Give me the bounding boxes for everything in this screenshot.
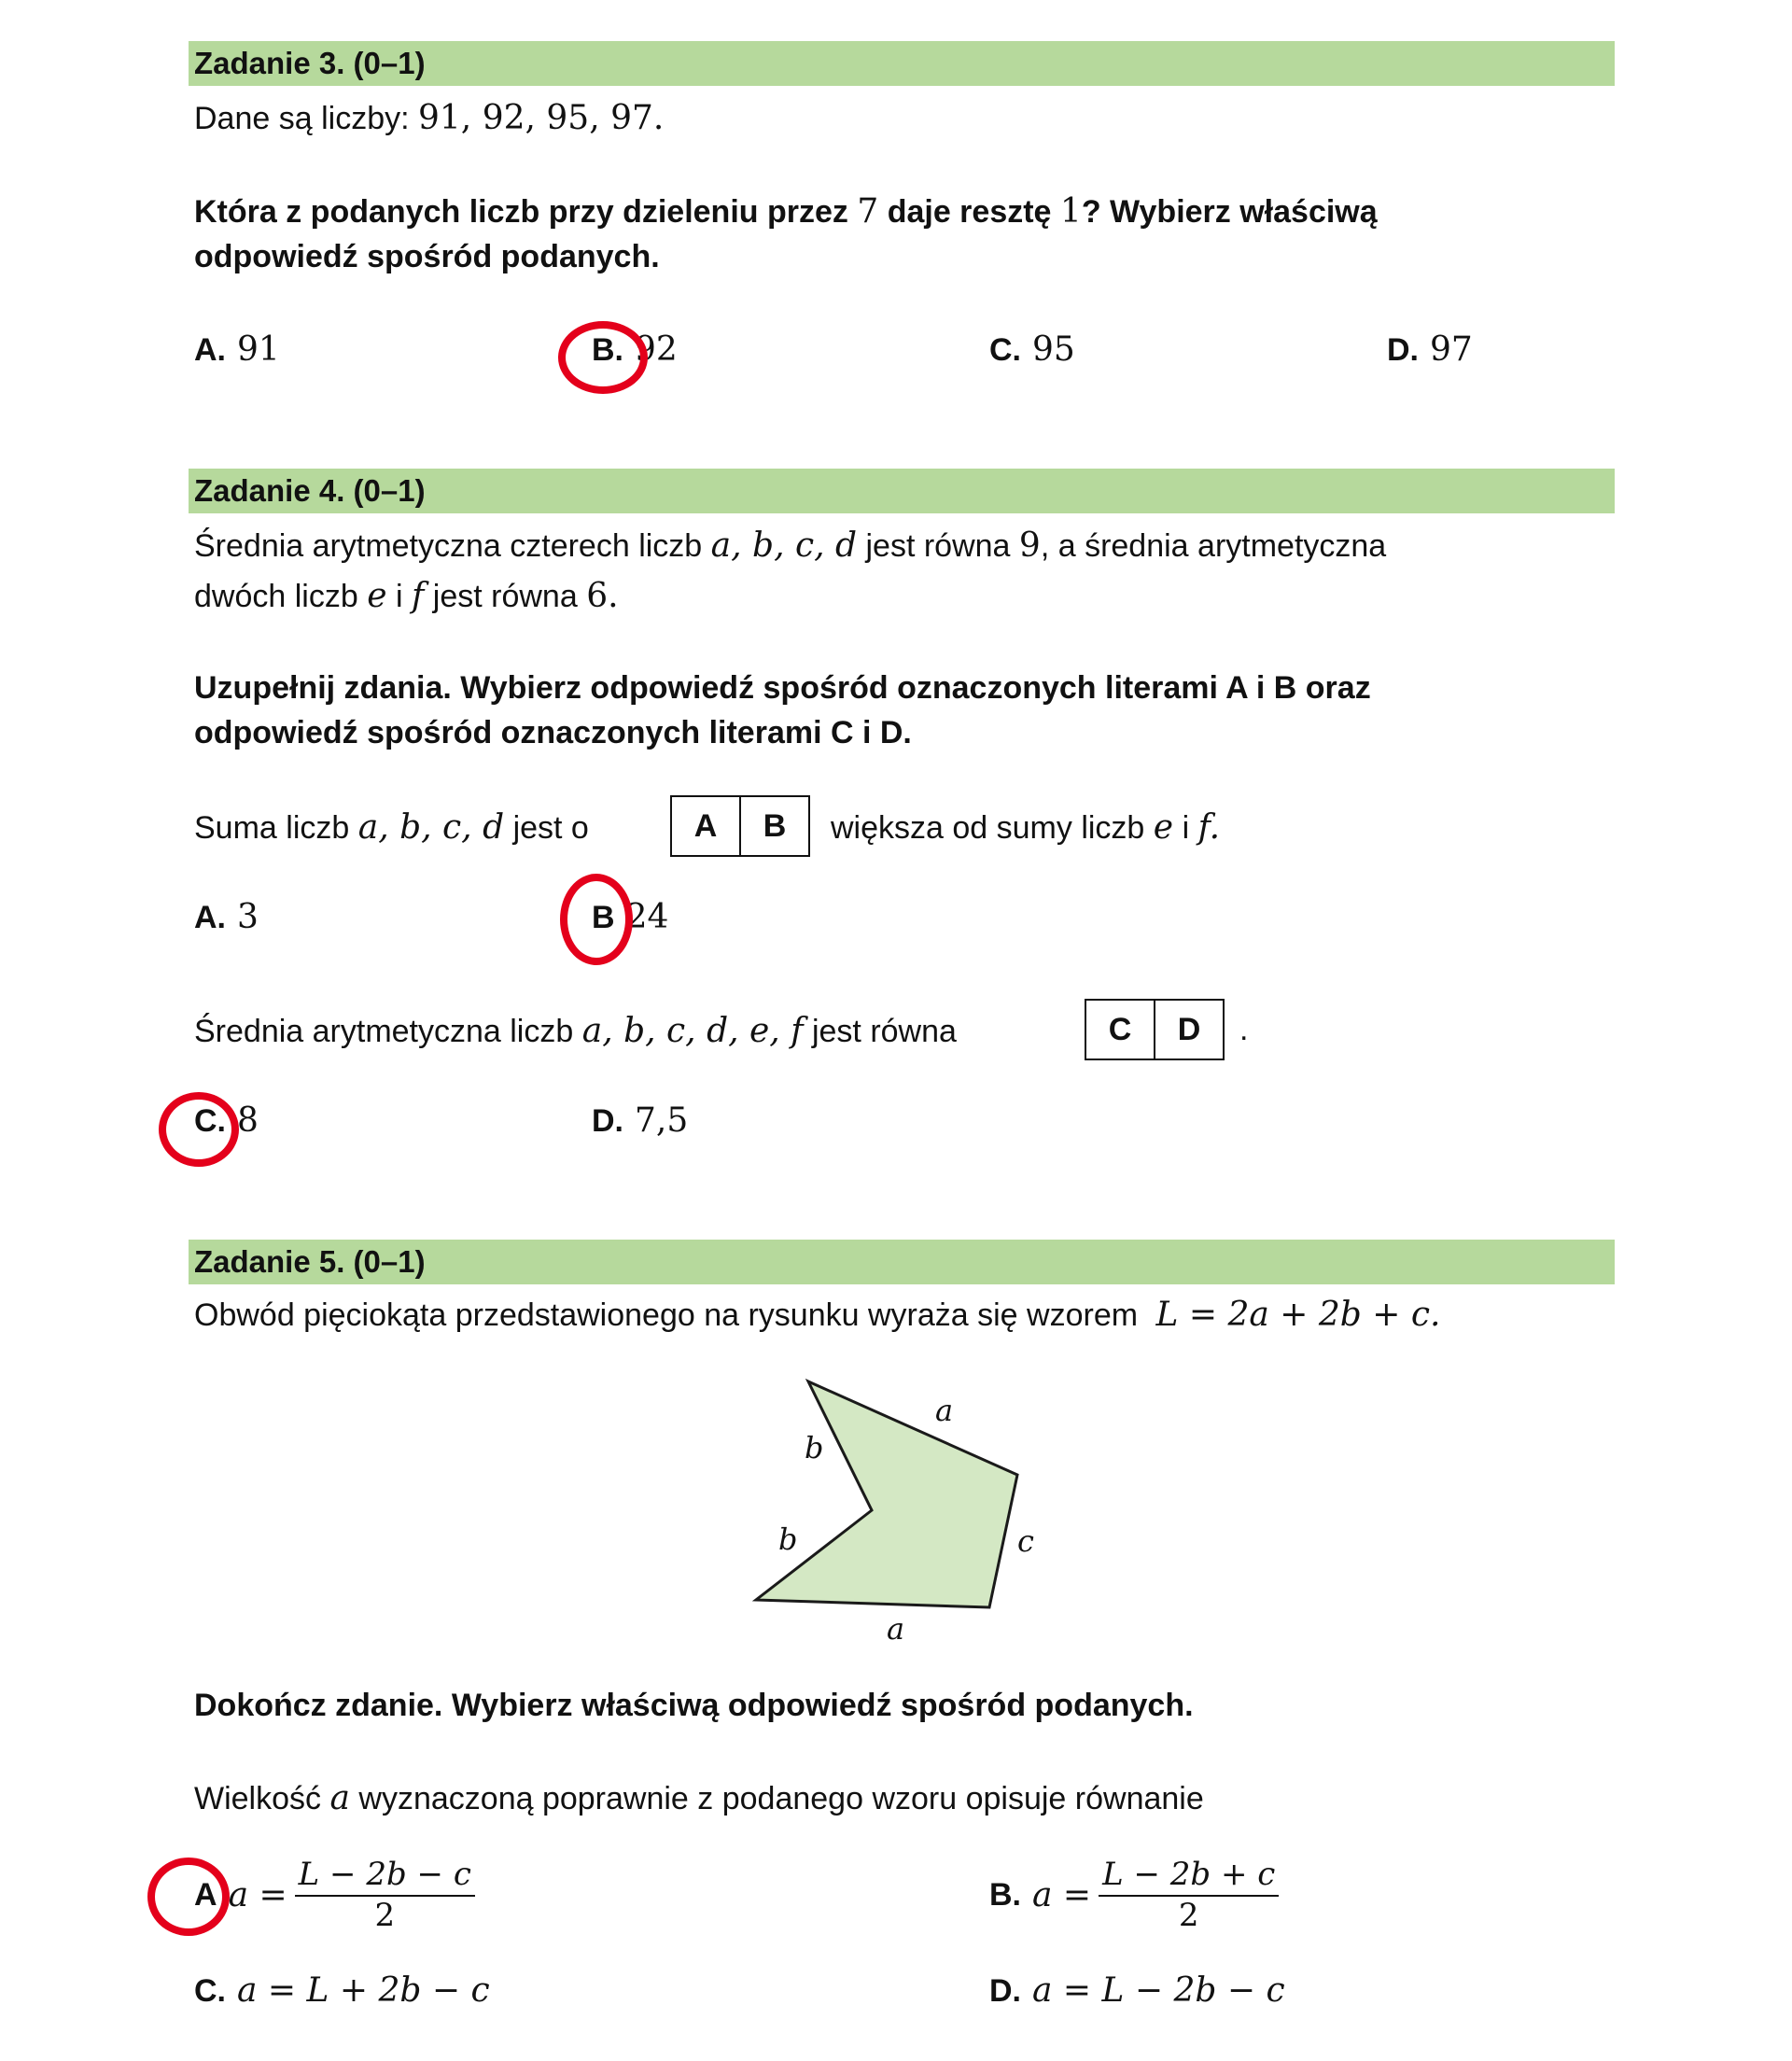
answer-circle-task-3 xyxy=(558,321,648,394)
sentence-text: Wielkość xyxy=(194,1781,322,1816)
label-lower-b: b xyxy=(778,1521,798,1557)
intro-text: jest równa xyxy=(865,528,1011,564)
fraction-denominator: 2 xyxy=(374,1897,396,1934)
pentagon-shape xyxy=(756,1381,1017,1607)
intro-text: jest równa xyxy=(432,579,578,614)
var-f: f xyxy=(411,577,425,615)
task-4-intro-line-2 xyxy=(194,577,619,615)
option-label: A. xyxy=(194,900,226,935)
option-label: D. xyxy=(989,1973,1021,2009)
task-4-header: Zadanie 4. (0–1) xyxy=(189,469,1615,513)
answer-circle-task-4-ab xyxy=(560,874,633,965)
sentence-text: jest o xyxy=(512,810,589,846)
task-4-intro-line-1 xyxy=(194,526,1386,565)
task-3-option-d[interactable] xyxy=(1387,330,1473,369)
task-5-option-b[interactable] xyxy=(989,1856,1279,1934)
option-label: A. xyxy=(194,332,226,368)
answer-box-ab[interactable] xyxy=(670,795,810,857)
sentence-text: większa od sumy liczb xyxy=(831,810,1145,846)
answer-circle-task-5 xyxy=(147,1858,230,1936)
option-value: 91 xyxy=(237,330,280,369)
intro-text: dwóch liczb xyxy=(194,579,358,614)
var-e: e xyxy=(1153,808,1174,847)
q3-text-a: Która z podanych liczb przy dzieleniu przez xyxy=(194,194,848,230)
option-value: 7,5 xyxy=(635,1101,689,1140)
q3-remainder: 1 xyxy=(1059,192,1082,231)
task-3-intro xyxy=(194,99,664,137)
task-4-option-a[interactable] xyxy=(194,898,259,936)
intro-number: 9 xyxy=(1018,526,1041,565)
intro-text: , a średnia arytmetyczna xyxy=(1040,528,1387,564)
perimeter-formula: L = 2a + 2b + c. xyxy=(1155,1296,1441,1334)
sentence-text: wyznaczoną poprawnie z podanego wzoru opisuje równanie xyxy=(358,1781,1204,1816)
box-cell-c[interactable]: C xyxy=(1108,1012,1132,1047)
task-4-sentence-1-start xyxy=(194,808,589,847)
conj-i: i xyxy=(1182,810,1190,846)
option-label: B. xyxy=(592,332,623,368)
fraction-numerator: L − 2b − c xyxy=(295,1856,475,1897)
task-5-sentence xyxy=(194,1779,1204,1817)
intro-text: Średnia arytmetyczna czterech liczb xyxy=(194,528,703,564)
box-cell-a[interactable]: A xyxy=(693,808,718,844)
pentagon-figure xyxy=(728,1363,1083,1661)
option-label: C. xyxy=(194,1973,226,2009)
fraction xyxy=(295,1856,475,1934)
option-expression: a = L − 2b − c xyxy=(1032,1971,1285,2010)
task-3-question-line-2: odpowiedź spośród podanych. xyxy=(194,239,660,274)
task-3-option-a[interactable] xyxy=(194,330,280,369)
task-4-option-d[interactable] xyxy=(592,1101,688,1140)
task-3-question-line-1 xyxy=(194,192,1378,231)
fraction-numerator: L − 2b + c xyxy=(1099,1856,1279,1897)
sentence-text: Suma liczb xyxy=(194,810,350,846)
sentence-text: jest równa xyxy=(811,1014,957,1049)
q3-divisor: 7 xyxy=(857,192,879,231)
task-3-header: Zadanie 3. (0–1) xyxy=(189,41,1615,86)
var-e: e xyxy=(367,577,387,615)
task-4-sentence-2-end: . xyxy=(1239,1012,1249,1047)
fraction-denominator: 2 xyxy=(1178,1897,1199,1934)
option-value: 8 xyxy=(237,1101,259,1140)
var-a: a xyxy=(329,1779,350,1817)
task-4-sentence-1-end xyxy=(831,808,1220,847)
option-expression: a = L + 2b − c xyxy=(237,1971,490,2010)
label-top-a: a xyxy=(935,1393,954,1428)
q3-text-b: daje resztę xyxy=(887,194,1052,230)
task-4-question-line-1: Uzupełnij zdania. Wybierz odpowiedź spośród oznaczonych literami A i B oraz xyxy=(194,670,1371,706)
sentence-vars: a, b, c, d xyxy=(357,808,505,847)
task-5-question: Dokończ zdanie. Wybierz właściwą odpowiedź spośród podanych. xyxy=(194,1688,1194,1723)
task-5-option-c[interactable] xyxy=(194,1971,490,2010)
label-bottom-a: a xyxy=(887,1611,905,1647)
label-right-c: c xyxy=(1017,1523,1034,1559)
task-5-option-d[interactable] xyxy=(989,1971,1285,2010)
label-upper-b: b xyxy=(805,1430,824,1465)
option-label: D. xyxy=(592,1103,623,1139)
intro-number: 6. xyxy=(586,577,619,615)
option-value: 3 xyxy=(237,898,259,936)
option-label: A xyxy=(194,1876,217,1913)
task-5-option-a[interactable] xyxy=(194,1856,475,1934)
option-lhs: a = xyxy=(1032,1875,1092,1914)
intro-text: Obwód pięciokąta przedstawionego na rysunku wyraża się wzorem xyxy=(194,1297,1139,1333)
intro-vars: a, b, c, d xyxy=(710,526,858,565)
task-5-header: Zadanie 5. (0–1) xyxy=(189,1240,1615,1284)
task-3-intro-text: Dane są liczby: xyxy=(194,101,410,136)
task-5-intro xyxy=(194,1296,1441,1334)
answer-circle-task-4-cd xyxy=(159,1092,239,1167)
task-4-sentence-2-start xyxy=(194,1012,957,1050)
option-value: 92 xyxy=(635,330,678,369)
box-cell-b[interactable]: B xyxy=(739,797,808,855)
var-f: f. xyxy=(1197,808,1221,847)
option-value: 24 xyxy=(625,898,669,936)
option-label: D. xyxy=(1387,332,1419,368)
answer-box-cd[interactable] xyxy=(1085,999,1225,1060)
option-label: C. xyxy=(194,1103,226,1139)
option-value: 97 xyxy=(1430,330,1473,369)
sentence-vars: a, b, c, d, e, f xyxy=(581,1012,804,1050)
option-label: B xyxy=(592,900,615,935)
task-4-question-line-2: odpowiedź spośród oznaczonych literami C i D. xyxy=(194,715,912,750)
q3-text-c: ? Wybierz właściwą xyxy=(1081,194,1378,230)
task-3-numbers: 91, 92, 95, 97. xyxy=(418,99,665,137)
option-lhs: a = xyxy=(228,1875,287,1914)
option-label: C. xyxy=(989,332,1021,368)
fraction xyxy=(1099,1856,1279,1934)
task-3-option-c[interactable] xyxy=(989,330,1075,369)
sentence-text: Średnia arytmetyczna liczb xyxy=(194,1014,574,1049)
option-label: B. xyxy=(989,1876,1021,1913)
conj-i: i xyxy=(395,579,403,614)
option-value: 95 xyxy=(1032,330,1075,369)
box-cell-d[interactable]: D xyxy=(1154,1001,1223,1059)
